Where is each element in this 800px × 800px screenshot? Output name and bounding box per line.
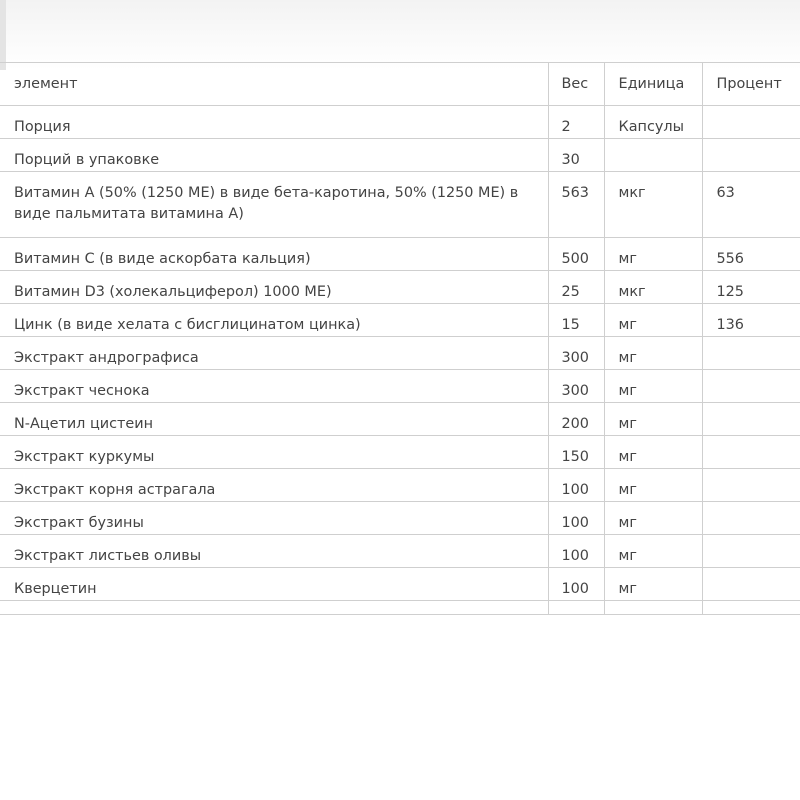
cell-unit xyxy=(604,139,702,172)
cell-percent xyxy=(702,370,800,403)
cell-element: Экстракт листьев оливы xyxy=(0,535,548,568)
table-row xyxy=(0,568,800,601)
table-row xyxy=(0,403,800,436)
table-row xyxy=(0,436,800,469)
cell-percent: 125 xyxy=(702,271,800,304)
cell-element: Порция xyxy=(0,106,548,139)
cell-unit: мг xyxy=(604,436,702,469)
table-row xyxy=(0,502,800,535)
cell-element: N-Ацетил цистеин xyxy=(0,403,548,436)
cell-weight: 15 xyxy=(548,304,604,337)
cell-element: Цинк (в виде хелата с бисглицинатом цинка) xyxy=(0,304,548,337)
cell-element: Кверцетин xyxy=(0,568,548,601)
table-row xyxy=(0,337,800,370)
cell-percent xyxy=(702,469,800,502)
cell-percent xyxy=(702,436,800,469)
cell-weight: 100 xyxy=(548,502,604,535)
table-header-row xyxy=(0,63,800,106)
cell-percent xyxy=(702,403,800,436)
cell-unit: мг xyxy=(604,238,702,271)
cell-unit: мг xyxy=(604,469,702,502)
table-row xyxy=(0,172,800,238)
cell-element-cutoff xyxy=(0,601,548,615)
cell-weight: 300 xyxy=(548,337,604,370)
table-row xyxy=(0,535,800,568)
header-weight: Вес xyxy=(548,63,604,106)
cell-weight: 25 xyxy=(548,271,604,304)
table-row xyxy=(0,271,800,304)
cell-weight: 100 xyxy=(548,535,604,568)
cell-percent-cutoff xyxy=(702,601,800,615)
cell-percent: 556 xyxy=(702,238,800,271)
table-row xyxy=(0,238,800,271)
cell-element: Витамин С (в виде аскорбата кальция) xyxy=(0,238,548,271)
cell-percent xyxy=(702,106,800,139)
cell-weight: 100 xyxy=(548,469,604,502)
cell-percent xyxy=(702,568,800,601)
left-faded-edge xyxy=(0,0,6,70)
cell-percent: 136 xyxy=(702,304,800,337)
cell-element: Экстракт чеснока xyxy=(0,370,548,403)
cell-percent xyxy=(702,139,800,172)
cell-percent xyxy=(702,535,800,568)
header-element: элемент xyxy=(0,63,548,106)
cell-weight: 563 xyxy=(548,172,604,238)
cell-weight-cutoff xyxy=(548,601,604,615)
cell-unit: мг xyxy=(604,370,702,403)
table-row xyxy=(0,139,800,172)
cell-unit: мг xyxy=(604,337,702,370)
cell-element: Витамин D3 (холекальциферол) 1000 МЕ) xyxy=(0,271,548,304)
cell-unit: мг xyxy=(604,304,702,337)
cell-weight: 2 xyxy=(548,106,604,139)
cell-element: Порций в упаковке xyxy=(0,139,548,172)
cell-element: Экстракт бузины xyxy=(0,502,548,535)
cell-weight: 100 xyxy=(548,568,604,601)
header-percent: Процент xyxy=(702,63,800,106)
nutrition-table xyxy=(0,62,800,615)
cell-percent xyxy=(702,502,800,535)
cell-unit: мг xyxy=(604,403,702,436)
cell-unit: мг xyxy=(604,502,702,535)
cell-percent xyxy=(702,337,800,370)
table-row xyxy=(0,370,800,403)
cell-weight: 150 xyxy=(548,436,604,469)
header-unit: Единица xyxy=(604,63,702,106)
table-row xyxy=(0,469,800,502)
cell-weight: 300 xyxy=(548,370,604,403)
cell-element: Витамин А (50% (1250 МЕ) в виде бета-каротина, 50% (1250 МЕ) в виде пальмитата витамина А) xyxy=(0,172,548,238)
cell-weight: 200 xyxy=(548,403,604,436)
table-row xyxy=(0,304,800,337)
cell-unit: мг xyxy=(604,535,702,568)
cell-element: Экстракт куркумы xyxy=(0,436,548,469)
table-row xyxy=(0,106,800,139)
cell-weight: 30 xyxy=(548,139,604,172)
cell-percent: 63 xyxy=(702,172,800,238)
cell-element: Экстракт андрографиса xyxy=(0,337,548,370)
cell-weight: 500 xyxy=(548,238,604,271)
cell-unit: мкг xyxy=(604,172,702,238)
cell-unit: мкг xyxy=(604,271,702,304)
cell-unit: мг xyxy=(604,568,702,601)
table-row-cutoff xyxy=(0,601,800,615)
cell-unit: Капсулы xyxy=(604,106,702,139)
cell-element: Экстракт корня астрагала xyxy=(0,469,548,502)
top-faded-band xyxy=(0,0,800,70)
cell-unit-cutoff xyxy=(604,601,702,615)
